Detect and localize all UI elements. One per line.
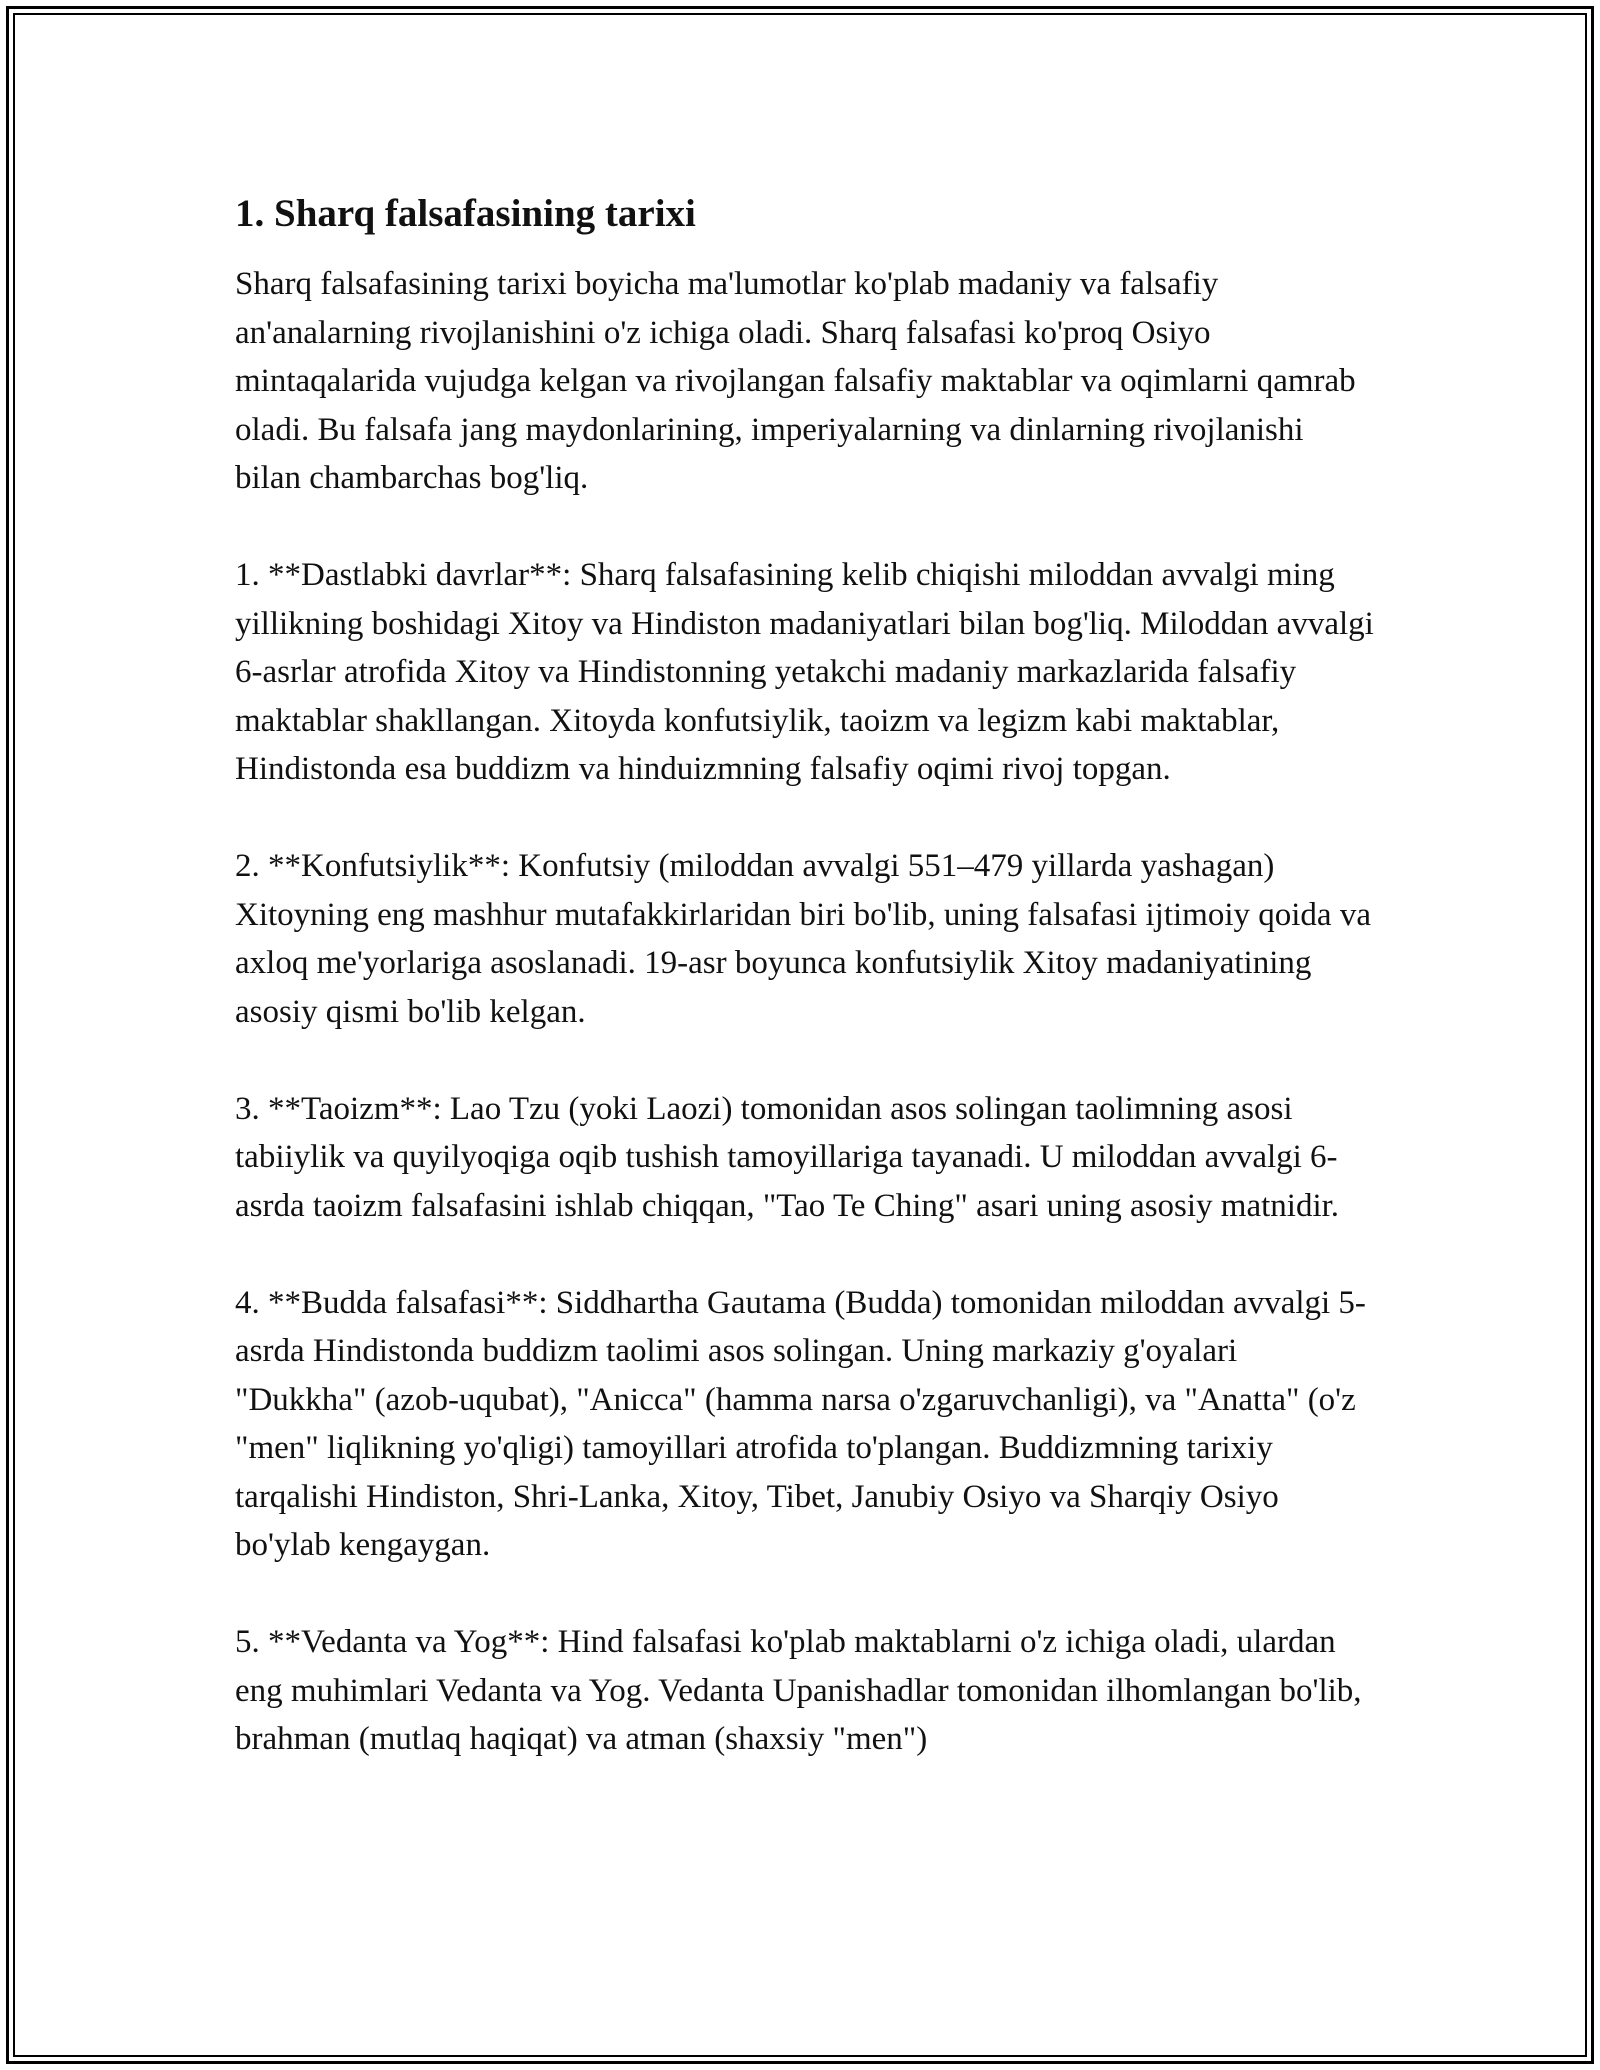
paragraph-buddhism: 4. **Budda falsafasi**: Siddhartha Gautama (Budda) tomonidan miloddan avvalgi 5-asrda Hindistonda buddizm taolimi asos solingan. Uning markaziy g'oyalari "Dukkha" (azob-uqubat), "Anicca" (hamma narsa o'zgaruvchanligi), va "Anatta" (o'z "men" liqlikning yo'qligi) tamoyillari atrofida to'plangan. Buddizmning tarixiy tarqalishi Hindiston, Shri-Lanka, Xitoy, Tibet, Janubiy Osiyo va Sharqiy Osiyo bo'ylab kengaygan. <box>235 1284 1366 1563</box>
paragraph-confucianism: 2. **Konfutsiylik**: Konfutsiy (miloddan avvalgi 551–479 yillarda yashagan) Xitoyning eng mashhur mutafakkirlaridan biri bo'lib, uning falsafasi ijtimoiy qoida va axloq me'yorlariga asoslanadi. 19-asr boyunca konfutsiylik Xitoy madaniyatining asosiy qismi bo'lib kelgan. <box>235 848 1371 1030</box>
paragraph-taoism: 3. **Taoizm**: Lao Tzu (yoki Laozi) tomonidan asos solingan taolimning asosi tabiiylik va quyilyoqiga oqib tushish tamoyillariga tayanadi. U miloddan avvalgi 6-asrda taoizm falsafasini ishlab chiqqan, "Tao Te Ching" asari uning asosiy matnidir. <box>235 1090 1340 1224</box>
paragraph-vedanta-yoga: 5. **Vedanta va Yog**: Hind falsafasi ko'plab maktablarni o'z ichiga oladi, ulardan eng muhimlari Vedanta va Yog. Vedanta Upanishadlar tomonidan ilhomlangan bo'lib, brahman (mutlaq haqiqat) va atman (shaxsiy "men") <box>235 1624 1362 1757</box>
paragraph-early-periods: 1. **Dastlabki davrlar**: Sharq falsafasining kelib chiqishi miloddan avvalgi ming yillikning boshidagi Xitoy va Hindiston madaniyatlari bilan bog'liq. Miloddan avvalgi 6-asrlar atrofida Xitoy va Hindistonning yetakchi madaniy markazlarida falsafiy maktablar shakllangan. Xitoyda konfutsiylik, taoizm va legizm kabi maktablar, Hindistonda esa buddizm va hinduizmning falsafiy oqimi rivoj topgan. <box>235 557 1374 787</box>
document-body <box>235 188 1375 1812</box>
document-title: 1. Sharq falsafasining tarixi <box>235 192 696 235</box>
intro-paragraph: Sharq falsafasining tarixi boyicha ma'lumotlar ko'plab madaniy va falsafiy an'analarning rivojlanishini o'z ichiga oladi. Sharq falsafasi ko'proq Osiyo mintaqalarida vujudga kelgan va rivojlangan falsafiy maktablar va oqimlarni qamrab oladi. Bu falsafa jang maydonlarining, imperiyalarning va dinlarning rivojlanishi bilan chambarchas bog'liq. <box>235 266 1356 496</box>
